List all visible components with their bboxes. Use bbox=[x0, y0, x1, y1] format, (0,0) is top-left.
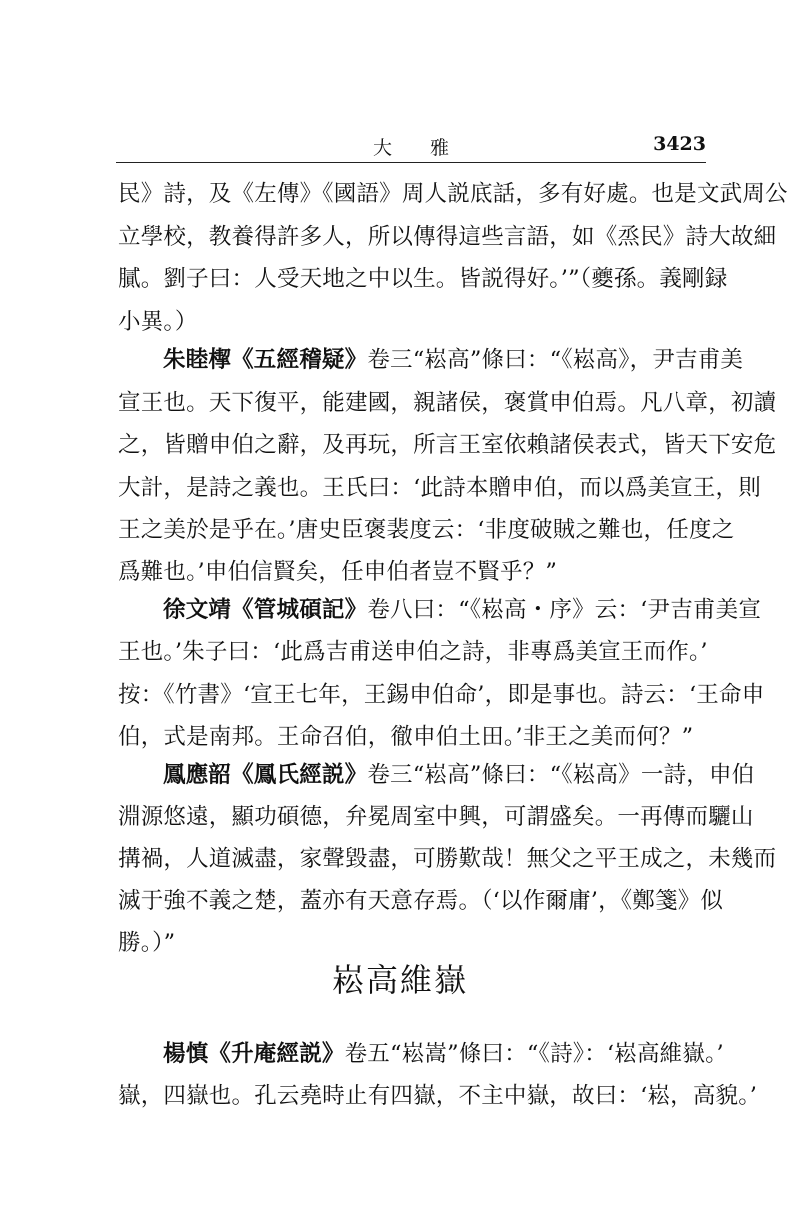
text-line: 立學校，教養得許多人，所以傳得這些言語，如《烝民》詩大故細 bbox=[118, 224, 777, 250]
paragraph-start-line: 鳳應韶《鳳氏經説》卷三“崧高”條曰：“《崧高》一詩，申伯 bbox=[163, 762, 755, 788]
paragraph-start-line: 徐文靖《管城碩記》卷八曰：“《崧高・序》云：‘尹吉甫美宣 bbox=[163, 597, 762, 623]
text-line: 嶽，四嶽也。孔云堯時止有四嶽，不主中嶽，故曰：‘崧，高貌。’ bbox=[118, 1083, 758, 1109]
page-number: 3423 bbox=[653, 133, 706, 155]
author-work: 楊慎《升庵經説》 bbox=[163, 1041, 345, 1067]
text-line: 伯，式是南邦。王命召伯，徹申伯土田。’非王之美而何？” bbox=[118, 724, 694, 750]
running-title: 大雅 bbox=[372, 137, 487, 159]
text-line: 小異。） bbox=[118, 309, 198, 335]
text-line: 之，皆贈申伯之辭，及再玩，所言王室依賴諸侯表式，皆天下安危 bbox=[118, 432, 777, 458]
text-line: 淵源悠遠，顯功碩德，弁冕周室中興，可謂盛矣。一再傳而驪山 bbox=[118, 804, 754, 830]
text-line: 按：《竹書》‘宣王七年，王錫申伯命’，即是事也。詩云：‘王命申 bbox=[118, 682, 765, 708]
text-line: 民》詩，及《左傳》《國語》周人説底話，多有好處。也是文武周公 bbox=[118, 181, 788, 207]
text-line: 大計，是詩之義也。王氏曰：‘此詩本贈申伯，而以爲美宣王，則 bbox=[118, 475, 761, 501]
running-header bbox=[116, 130, 706, 162]
text-line: 勝。）” bbox=[118, 930, 176, 956]
text-line: 王之美於是乎在。’唐史臣褒裴度云：‘非度破賊之難也，任度之 bbox=[118, 517, 735, 543]
paragraph-start-line: 朱睦㮮《五經稽疑》卷三“崧高”條曰：“《崧高》，尹吉甫美 bbox=[163, 347, 744, 373]
header-rule bbox=[116, 162, 706, 163]
text-line: 王也。’朱子曰：‘此爲吉甫送申伯之詩，非專爲美宣王而作。’ bbox=[118, 639, 708, 665]
section-heading: 崧高維嶽 bbox=[331, 961, 468, 999]
text-line: 滅于強不義之楚，蓋亦有天意存焉。（‘以作爾庸’，《鄭箋》似 bbox=[118, 888, 724, 914]
text-line: 膩。劉子曰：人受天地之中以生。皆説得好。’”（夔孫。義剛録 bbox=[118, 266, 728, 292]
paragraph-start-line: 楊慎《升庵經説》卷五“崧嵩”條曰：“《詩》：‘崧高維嶽。’ bbox=[163, 1041, 724, 1067]
text-line: 宣王也。天下復平，能建國，親諸侯，褒賞申伯焉。凡八章，初讀 bbox=[118, 390, 777, 416]
text-line: 爲難也。’申伯信賢矣，任申伯者豈不賢乎？” bbox=[118, 559, 558, 585]
author-work: 徐文靖《管城碩記》 bbox=[163, 597, 368, 623]
text-line: 搆禍，人道滅盡，家聲毀盡，可勝歎哉！無父之平王成之，未幾而 bbox=[118, 846, 777, 872]
author-work: 朱睦㮮《五經稽疑》 bbox=[163, 347, 368, 373]
author-work: 鳳應韶《鳳氏經説》 bbox=[163, 762, 368, 788]
